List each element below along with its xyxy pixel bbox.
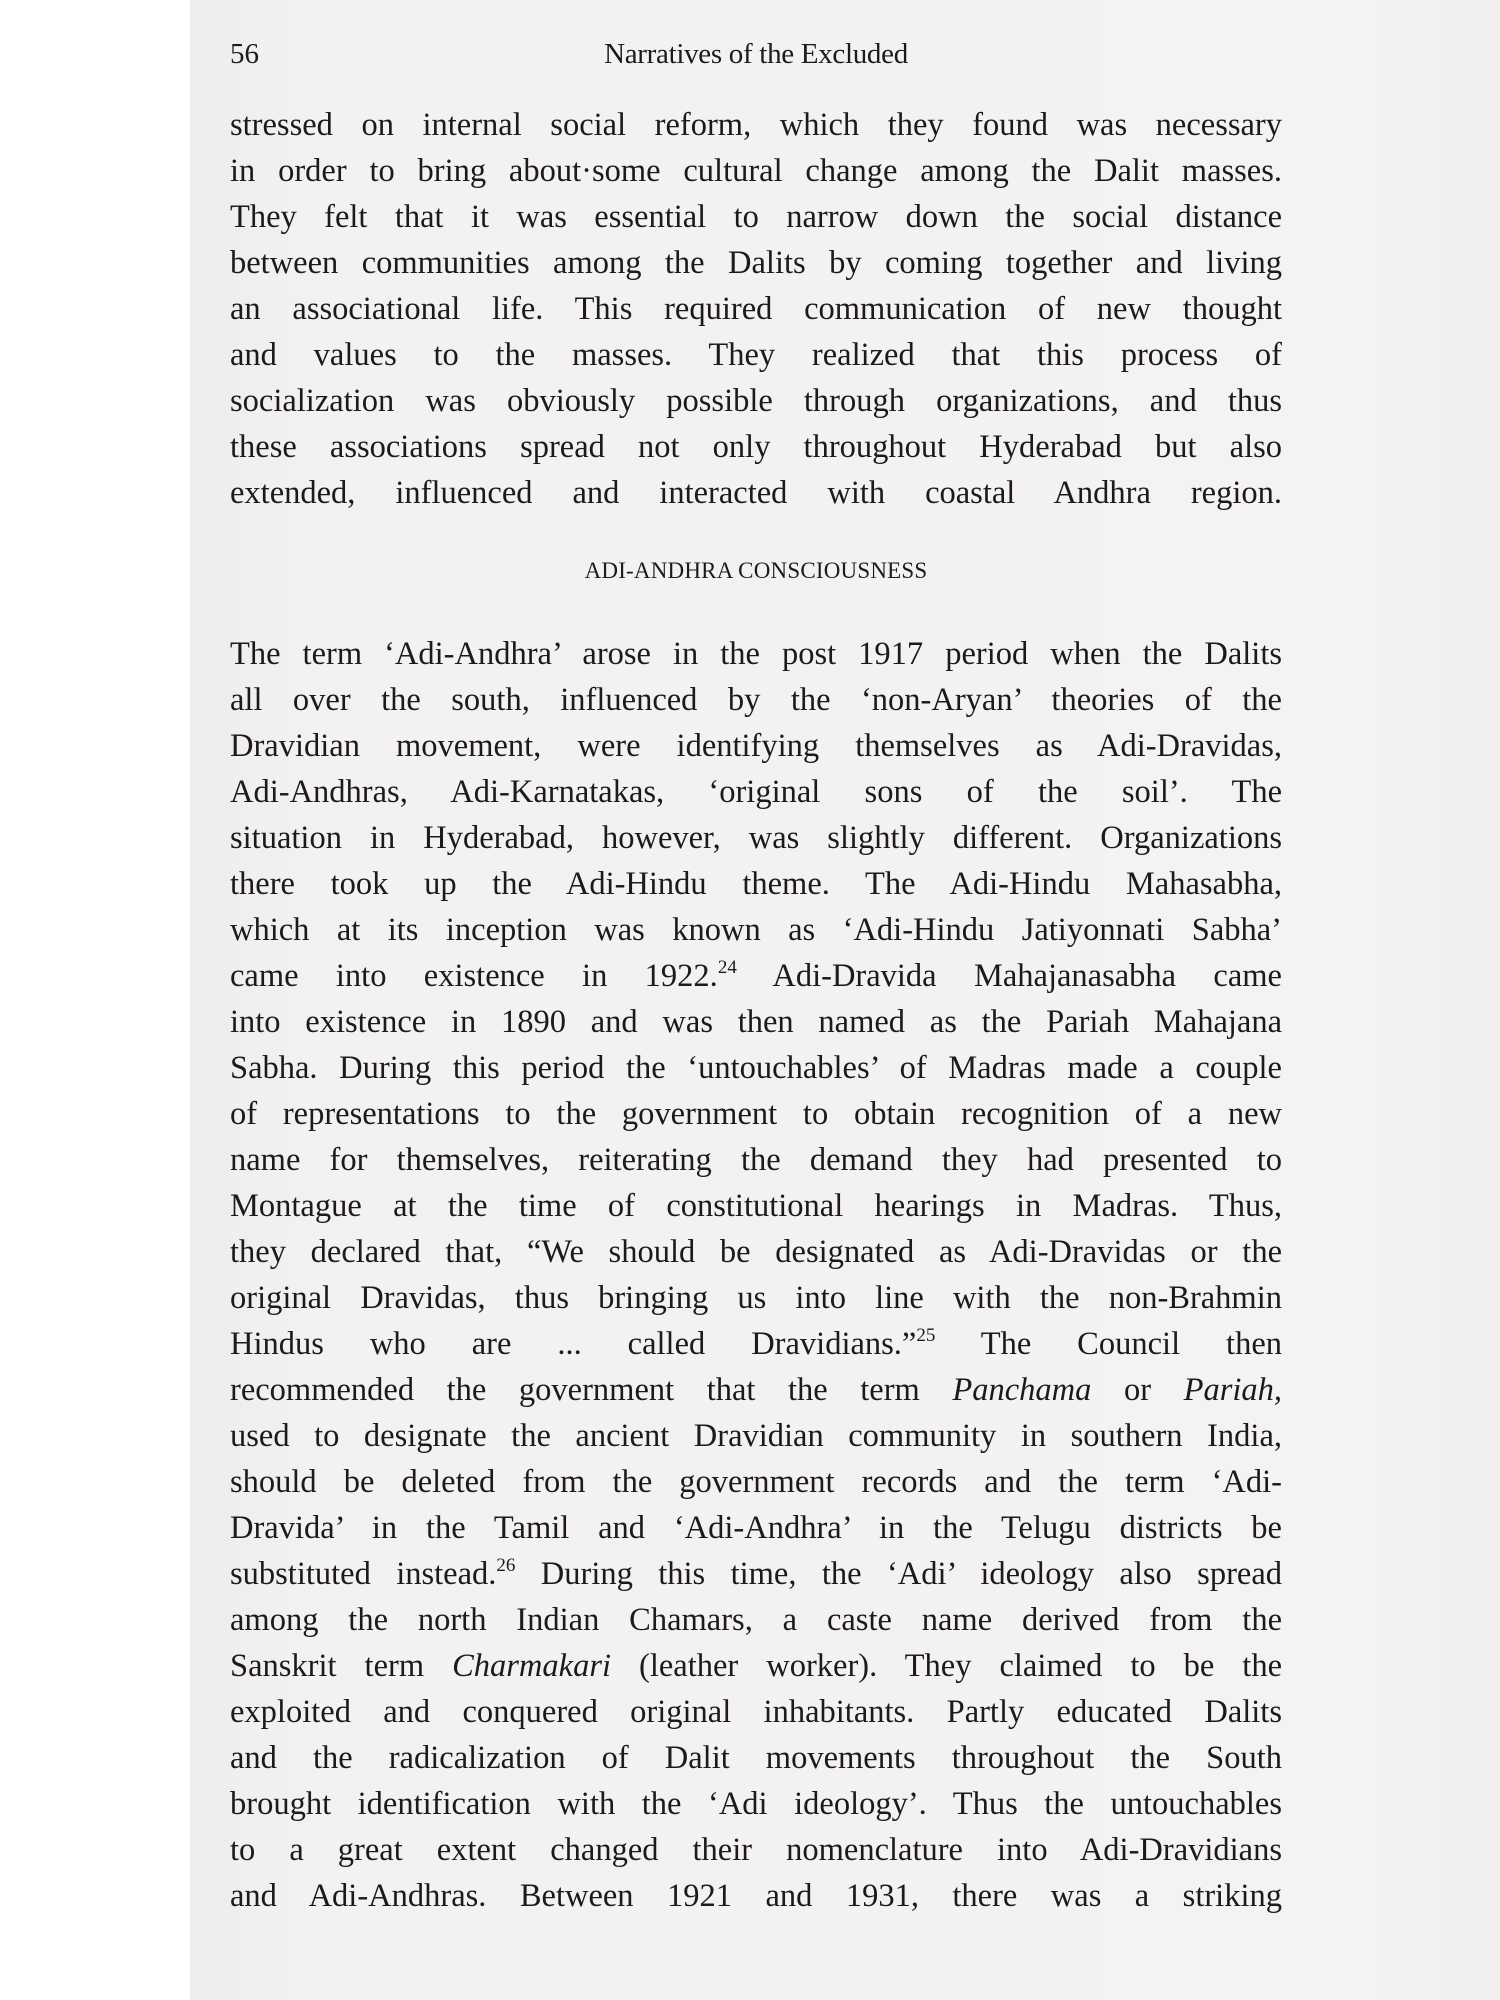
text-line xyxy=(230,1321,1282,1367)
text-line xyxy=(230,1551,1282,1597)
text-line xyxy=(230,723,1282,769)
text-line xyxy=(230,1275,1282,1321)
text-segment: an associational life. This required communication of new thought xyxy=(230,291,1282,327)
text-line xyxy=(230,378,1282,424)
text-line xyxy=(230,907,1282,953)
text-segment: came into existence in 1922. xyxy=(230,958,718,994)
text-segment: Adi-Andhras, Adi-Karnatakas, ‘original sons of the soil’. The xyxy=(230,774,1282,810)
text-line xyxy=(230,677,1282,723)
text-line xyxy=(230,1137,1282,1183)
paragraph-1 xyxy=(230,102,1282,516)
text-segment: extended, influenced and interacted with coastal Andhra region. xyxy=(230,475,1282,511)
text-segment: they declared that, “We should be designated as Adi-Dravidas or the xyxy=(230,1234,1282,1270)
text-segment: Dravidian movement, were identifying themselves as Adi-Dravidas, xyxy=(230,728,1282,764)
text-line xyxy=(230,1091,1282,1137)
text-segment: into existence in 1890 and was then named as the Pariah Mahajana xyxy=(230,1004,1282,1040)
text-line xyxy=(230,102,1282,148)
text-line xyxy=(230,1827,1282,1873)
section-heading: ADI-ANDHRA CONSCIOUSNESS xyxy=(584,558,928,583)
text-segment: which at its inception was known as ‘Adi-Hindu Jatiyonnati Sabha’ xyxy=(230,912,1282,948)
text-segment: (leather worker). They claimed to be the xyxy=(611,1648,1282,1684)
text-segment: name for themselves, reiterating the demand they had presented to xyxy=(230,1142,1282,1178)
text-line xyxy=(230,1689,1282,1735)
text-segment: Montague at the time of constitutional hearings in Madras. Thus, xyxy=(230,1188,1282,1224)
text-segment: between communities among the Dalits by coming together and living xyxy=(230,245,1282,281)
text-line xyxy=(230,1367,1282,1413)
text-line xyxy=(230,1597,1282,1643)
text-line xyxy=(230,1781,1282,1827)
italic-term: Panchama xyxy=(952,1372,1092,1408)
text-segment: The term ‘Adi-Andhra’ arose in the post 1917 period when the Dalits xyxy=(230,636,1282,672)
text-segment: original Dravidas, thus bringing us into line with the non-Brahmin xyxy=(230,1280,1282,1316)
italic-term: Pariah, xyxy=(1183,1372,1282,1408)
text-segment: Dravida’ in the Tamil and ‘Adi-Andhra’ in the Telugu districts be xyxy=(230,1510,1282,1546)
text-segment: Sanskrit term xyxy=(230,1648,453,1684)
text-segment: The Council then xyxy=(935,1326,1282,1362)
text-segment: or xyxy=(1091,1372,1184,1408)
footnote-ref: 25 xyxy=(916,1325,936,1346)
text-line xyxy=(230,240,1282,286)
running-head xyxy=(230,38,1282,78)
text-line xyxy=(230,1045,1282,1091)
italic-term: Charmakari xyxy=(452,1648,612,1684)
text-line xyxy=(230,1643,1282,1689)
text-segment: these associations spread not only throughout Hyderabad but also xyxy=(230,429,1282,465)
text-line xyxy=(230,1459,1282,1505)
text-segment: exploited and conquered original inhabitants. Partly educated Dalits xyxy=(230,1694,1282,1730)
text-line xyxy=(230,424,1282,470)
text-line xyxy=(230,286,1282,332)
text-segment: brought identification with the ‘Adi ideology’. Thus the untouchables xyxy=(230,1786,1282,1822)
text-segment: Adi-Dravida Mahajanasabha came xyxy=(736,958,1282,994)
text-segment: They felt that it was essential to narrow down the social distance xyxy=(230,199,1282,235)
text-segment: and Adi-Andhras. Between 1921 and 1931, there was a striking xyxy=(230,1878,1282,1914)
text-segment: used to designate the ancient Dravidian community in southern India, xyxy=(230,1418,1282,1454)
text-segment: and values to the masses. They realized that this process of xyxy=(230,337,1282,373)
text-segment: situation in Hyderabad, however, was slightly different. Organizations xyxy=(230,820,1282,856)
text-segment: substituted instead. xyxy=(230,1556,497,1592)
text-segment: recommended the government that the term xyxy=(230,1372,953,1408)
text-line xyxy=(230,815,1282,861)
text-line xyxy=(230,1183,1282,1229)
text-line xyxy=(230,953,1282,999)
text-line xyxy=(230,1873,1282,1919)
text-line xyxy=(230,470,1282,516)
paragraph-2 xyxy=(230,631,1282,1919)
text-line xyxy=(230,1413,1282,1459)
page-number: 56 xyxy=(230,38,259,70)
text-line xyxy=(230,194,1282,240)
text-segment: all over the south, influenced by the ‘non-Aryan’ theories of the xyxy=(230,682,1282,718)
text-segment: to a great extent changed their nomenclature into Adi-Dravidians xyxy=(230,1832,1282,1868)
text-segment: Sabha. During this period the ‘untouchables’ of Madras made a couple xyxy=(230,1050,1282,1086)
text-segment: and the radicalization of Dalit movements throughout the South xyxy=(230,1740,1282,1776)
text-segment: among the north Indian Chamars, a caste name derived from the xyxy=(230,1602,1282,1638)
text-segment: should be deleted from the government records and the term ‘Adi- xyxy=(230,1464,1282,1500)
text-line xyxy=(230,1505,1282,1551)
footnote-ref: 24 xyxy=(717,957,737,978)
text-line xyxy=(230,769,1282,815)
text-segment: Hindus who are ... called Dravidians.” xyxy=(230,1326,917,1362)
text-line xyxy=(230,332,1282,378)
footnote-ref: 26 xyxy=(496,1555,516,1576)
text-segment: of representations to the government to obtain recognition of a new xyxy=(230,1096,1282,1132)
text-segment: stressed on internal social reform, which they found was necessary xyxy=(230,107,1282,143)
text-segment: socialization was obviously possible through organizations, and thus xyxy=(230,383,1282,419)
text-line xyxy=(230,1735,1282,1781)
text-line xyxy=(230,999,1282,1045)
text-line xyxy=(230,1229,1282,1275)
running-head-title: Narratives of the Excluded xyxy=(604,38,908,70)
text-line xyxy=(230,861,1282,907)
text-segment: there took up the Adi-Hindu theme. The Adi-Hindu Mahasabha, xyxy=(230,866,1282,902)
text-line xyxy=(230,148,1282,194)
text-segment: During this time, the ‘Adi’ ideology also spread xyxy=(515,1556,1282,1592)
text-line xyxy=(230,631,1282,677)
text-segment: in order to bring about·some cultural change among the Dalit masses. xyxy=(230,153,1282,189)
